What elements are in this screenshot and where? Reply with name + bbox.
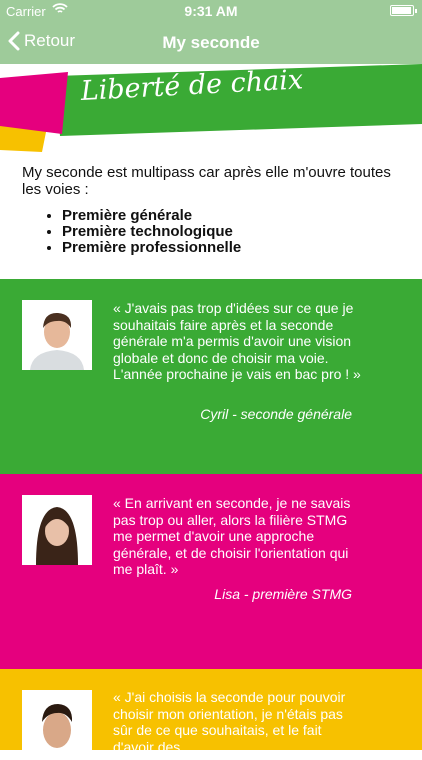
testimonial-quote: « En arrivant en seconde, je ne savais pas trop ou aller, alors la filière STMG me permet d'avoir une approche générale, et de choisir l'orientation qui me plaît. » xyxy=(113,495,351,577)
testimonial-author: Lisa - première STMG xyxy=(214,586,352,602)
intro-text: My seconde est multipass car après elle m'ouvre toutes les voies : xyxy=(22,164,391,198)
list-item: • Première générale xyxy=(62,208,407,224)
page-title: My seconde xyxy=(162,33,260,52)
avatar xyxy=(22,495,92,565)
battery-icon xyxy=(390,5,414,16)
banner-title: Liberté de chaix xyxy=(80,64,304,107)
battery-fill xyxy=(392,7,411,14)
testimonial-card-cyril xyxy=(0,279,422,474)
testimonial-author: Cyril - seconde générale xyxy=(200,406,352,422)
testimonial-quote: « J'avais pas trop d'idées sur ce que je souhaitais faire après et la seconde générale m'a permis d'avoir une vision globale et donc de choisir ma voie. L'année prochaine je vais en bac pro ! » xyxy=(113,300,361,382)
status-bar xyxy=(0,0,422,22)
voies-list xyxy=(22,208,407,256)
testimonial-card-3 xyxy=(0,669,422,755)
testimonial-quote: « J'ai choisis la seconde pour pouvoir choisir mon orientation, je n'étais pas sûr de ce que souhaitais, et le fait d'avoir des xyxy=(113,689,346,755)
carrier-label: Carrier xyxy=(6,4,46,19)
avatar xyxy=(22,300,92,370)
testimonial-card-lisa xyxy=(0,474,422,669)
banner-magenta-shape xyxy=(0,72,68,134)
list-item: • Première professionnelle xyxy=(62,240,407,256)
intro-section xyxy=(22,164,407,256)
back-label: Retour xyxy=(24,31,76,50)
status-time: 9:31 AM xyxy=(184,3,238,19)
list-item: • Première technologique xyxy=(62,224,407,240)
